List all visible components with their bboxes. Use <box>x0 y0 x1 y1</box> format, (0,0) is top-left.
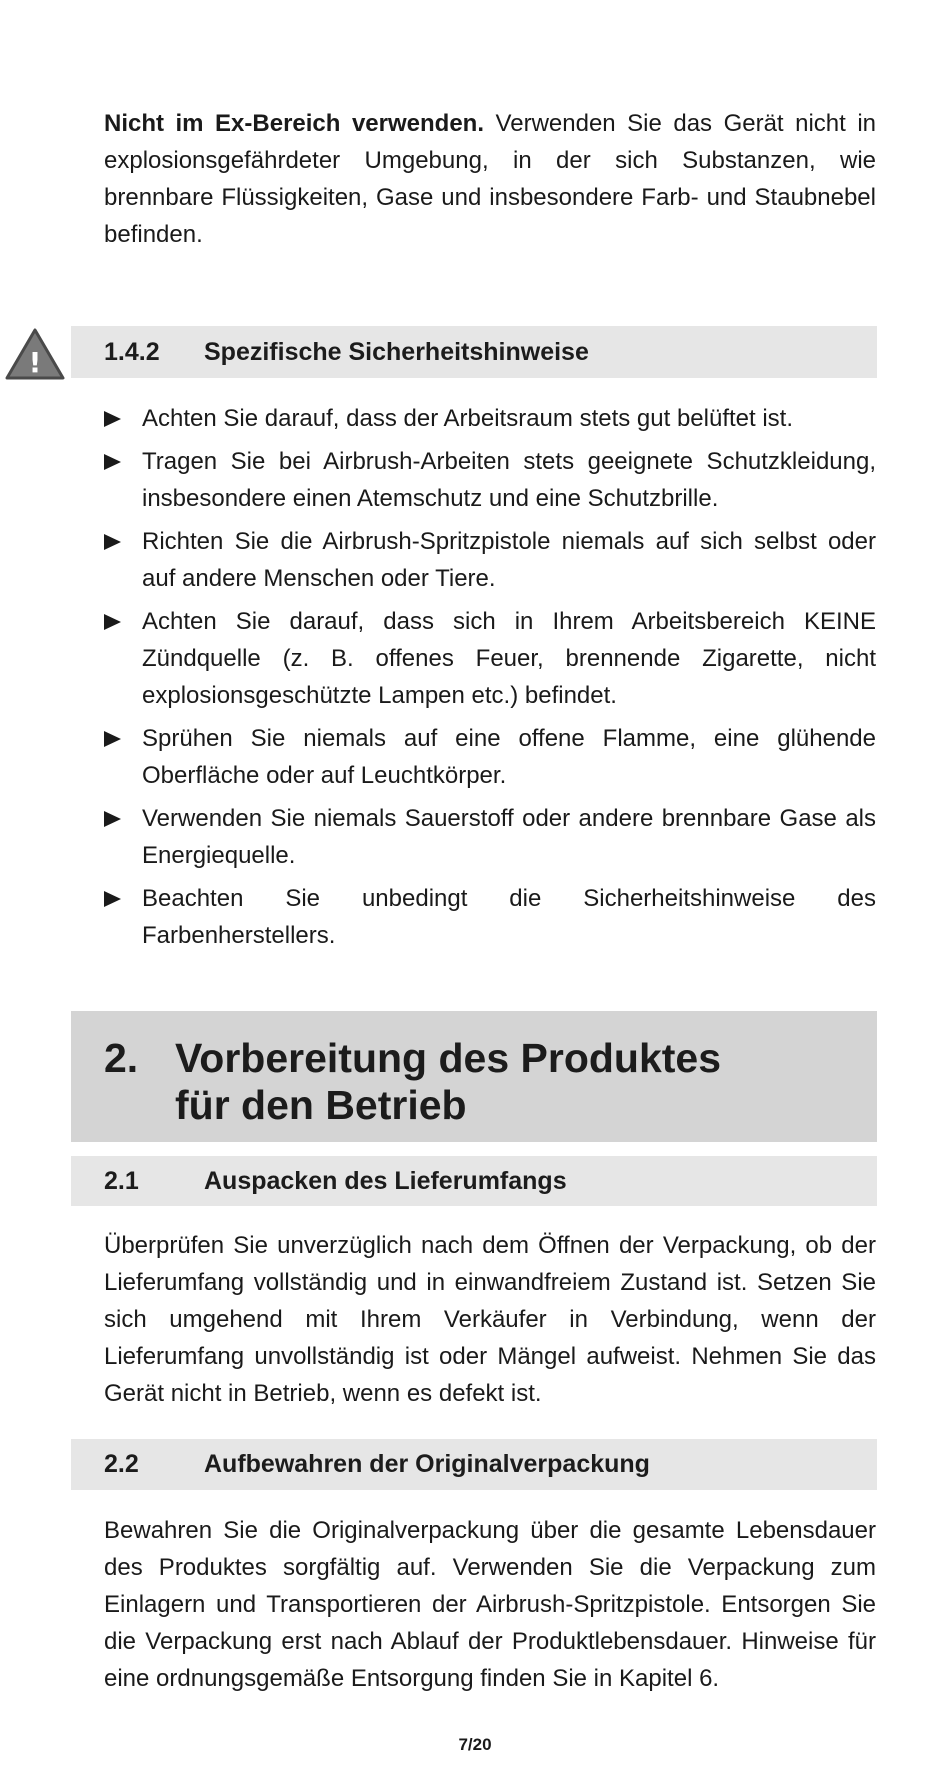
ex-area-text: Verwenden Sie das Gerät nicht in explosionsgefährdeter Umgebung, in der sich Substanzen, wie brennbare Flüssigkeiten, Gase und insbesondere Farb- und Staubnebel befinden. <box>104 110 877 248</box>
chapter-number: 2. <box>104 1035 139 1081</box>
chapter-heading-2 <box>71 1011 877 1142</box>
section-title: Spezifische Sicherheitshinweise <box>204 338 589 366</box>
bullet-arrow-icon <box>104 534 121 550</box>
chapter-title-line-2: für den Betrieb <box>175 1082 467 1128</box>
list-item: Richten Sie die Airbrush-Spritzpistole niemals auf sich selbst oder auf andere Menschen oder Tiere. <box>104 523 876 597</box>
list-item: Verwenden Sie niemals Sauerstoff oder andere brennbare Gase als Energiequelle. <box>104 800 876 874</box>
section-number: 1.4.2 <box>104 338 160 366</box>
warning-triangle-icon <box>4 327 66 381</box>
section-heading-1-4-2 <box>71 326 877 378</box>
bullet-arrow-icon <box>104 731 121 747</box>
list-item: Beachten Sie unbedingt die Sicherheitshinweise des Farbenherstellers. <box>104 880 876 954</box>
bullet-arrow-icon <box>104 411 121 427</box>
chapter-title-line-1: Vorbereitung des Produktes <box>175 1035 722 1081</box>
list-item: Achten Sie darauf, dass sich in Ihrem Arbeitsbereich KEINE Zündquelle (z. B. offenes Feuer, brennende Zigarette, nicht explosionsgeschützte Lampen etc.) befindet. <box>104 603 876 714</box>
bullet-arrow-icon <box>104 614 121 630</box>
section-heading-2-1 <box>71 1156 877 1206</box>
list-item: Achten Sie darauf, dass der Arbeitsraum stets gut belüftet ist. <box>104 400 876 437</box>
list-item: Tragen Sie bei Airbrush-Arbeiten stets geeignete Schutzkleidung, insbesondere einen Atemschutz und eine Schutzbrille. <box>104 443 876 517</box>
warning-symbol: ! <box>28 346 42 379</box>
section-number: 2.2 <box>104 1450 139 1478</box>
section-number: 2.1 <box>104 1167 139 1195</box>
section-title: Aufbewahren der Originalverpackung <box>204 1450 650 1478</box>
bullet-arrow-icon <box>104 454 121 470</box>
section-heading-2-2 <box>71 1439 877 1490</box>
ex-area-paragraph <box>104 105 876 253</box>
unpacking-paragraph: Überprüfen Sie unverzüglich nach dem Öffnen der Verpackung, ob der Lieferumfang vollständig und in einwandfreiem Zustand ist. Setzen Sie sich umgehend mit Ihrem Verkäufer in Verbindung, wenn der Lieferumfang unvollständig ist oder Mängel aufweist. Nehmen Sie das Gerät nicht in Betrieb, wenn es defekt ist. <box>104 1232 876 1407</box>
safety-bullet-list <box>104 400 876 960</box>
packaging-paragraph: Bewahren Sie die Originalverpackung über die gesamte Lebensdauer des Produktes sorgfältig auf. Verwenden Sie die Verpackung zum Einlagern und Transportieren der Airbrush-Spritzpistole. Entsorgen Sie die Verpackung erst nach Ablauf der Produktlebensdauer. Hinweise für eine ordnungsgemäße Entsorgung finden Sie in Kapitel 6. <box>104 1517 876 1692</box>
section-title: Auspacken des Lieferumfangs <box>204 1167 567 1195</box>
ex-area-lead: Nicht im Ex-Bereich verwenden. <box>104 110 485 137</box>
page-number: 7/20 <box>458 1735 492 1754</box>
bullet-arrow-icon <box>104 891 121 907</box>
bullet-arrow-icon <box>104 811 121 827</box>
list-item: Sprühen Sie niemals auf eine offene Flamme, eine glühende Oberfläche oder auf Leuchtkörper. <box>104 720 876 794</box>
